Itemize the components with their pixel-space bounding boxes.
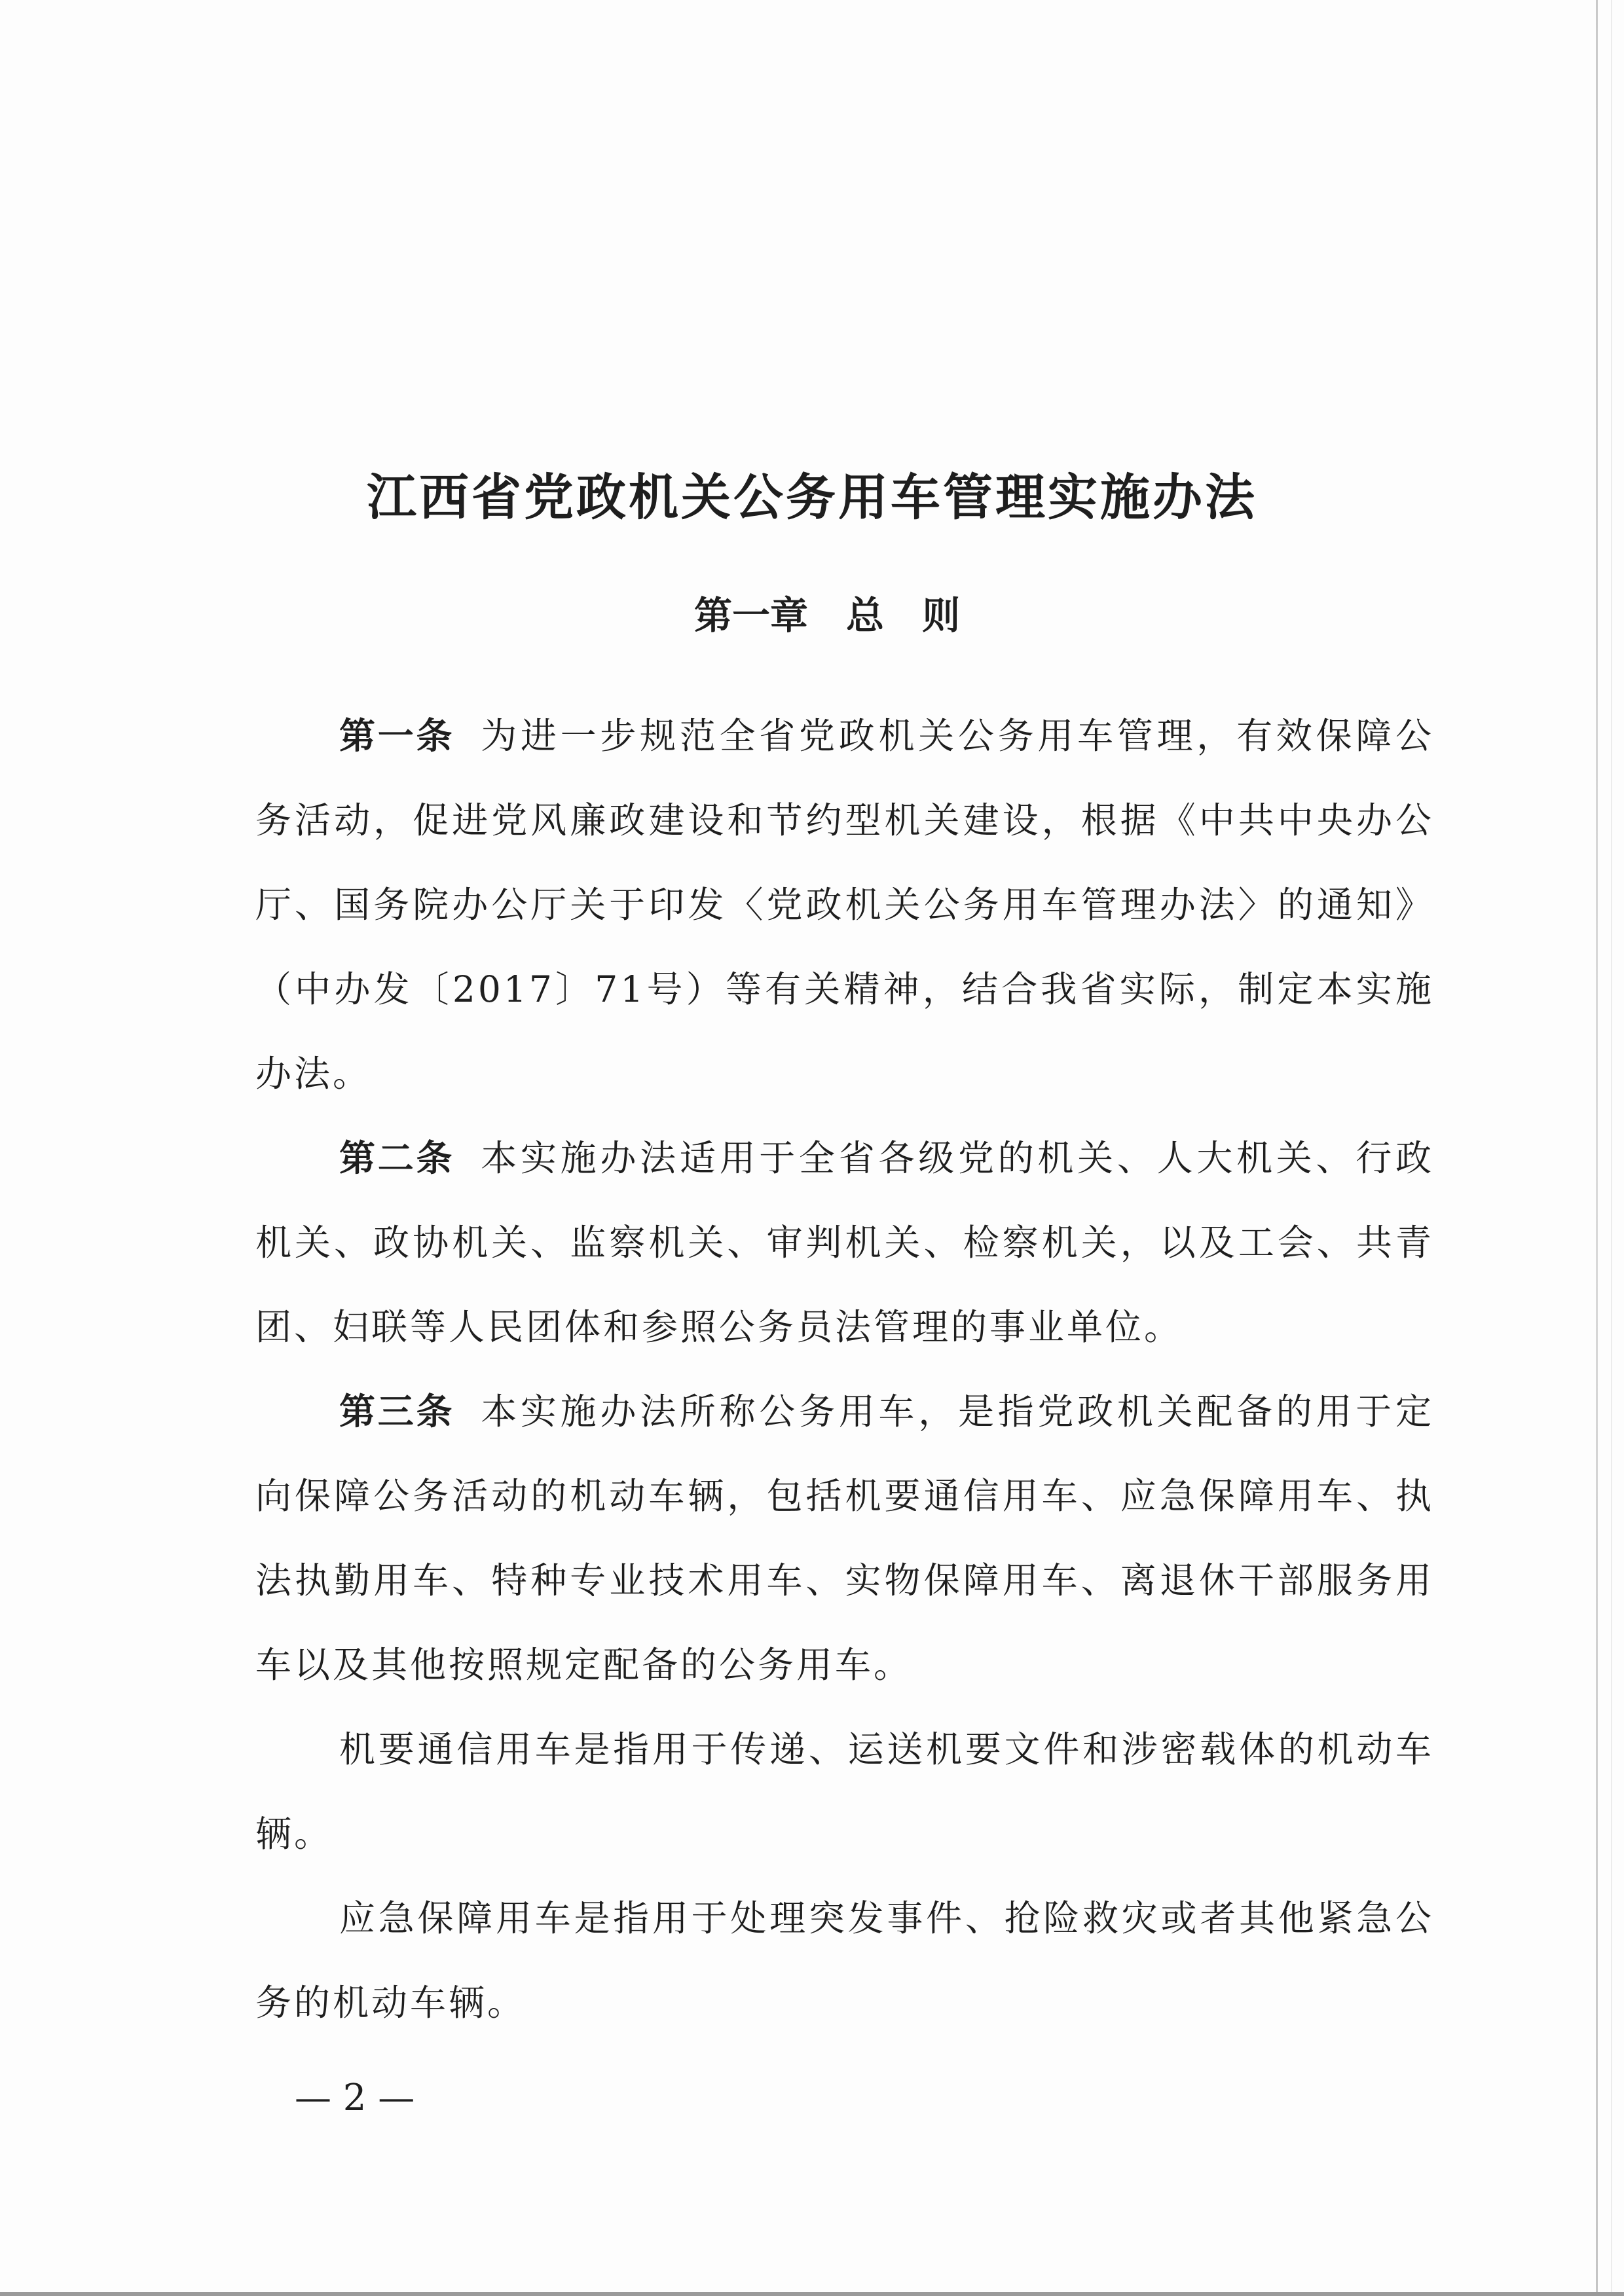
document-body — [255, 694, 1434, 2045]
scan-edge — [1596, 0, 1598, 2296]
definition-1-text: 机要通信用车是指用于传递、运送机要文件和涉密载体的机动车辆。 — [255, 1728, 1434, 1855]
definition-paragraph-2 — [255, 1876, 1434, 2045]
article-2 — [255, 1116, 1434, 1370]
article-1-label: 第一条 — [339, 715, 455, 757]
article-1-text: 为进一步规范全省党政机关公务用车管理，有效保障公务活动，促进党风廉政建设和节约型机关建设，根据《中共中央办公厅、国务院办公厅关于印发〈党政机关公务用车管理办法〉的通知》（中办发〔2017〕71号）等有关精神，结合我省实际，制定本实施办法。 — [255, 715, 1434, 1095]
definition-2-text: 应急保障用车是指用于处理突发事件、抢险救灾或者其他紧急公务的机动车辆。 — [255, 1897, 1434, 2024]
article-1 — [255, 694, 1434, 1116]
article-3-label: 第三条 — [339, 1391, 455, 1432]
article-2-label: 第二条 — [339, 1137, 455, 1179]
article-3-text: 本实施办法所称公务用车，是指党政机关配备的用于定向保障公务活动的机动车辆，包括机要通信用车、应急保障用车、执法执勤用车、特种专业技术用车、实物保障用车、离退休干部服务用车以及其他按照规定配备的公务用车。 — [255, 1391, 1434, 1686]
article-3 — [255, 1370, 1434, 1707]
scan-edge-inner — [1611, 0, 1612, 2296]
definition-paragraph-1 — [255, 1707, 1434, 1876]
document-title: 江西省党政机关公务用车管理实施办法 — [367, 468, 1257, 526]
article-2-text: 本实施办法适用于全省各级党的机关、人大机关、行政机关、政协机关、监察机关、审判机关、检察机关，以及工会、共青团、妇联等人民团体和参照公务员法管理的事业单位。 — [255, 1137, 1434, 1348]
page-number: — 2 — — [295, 2077, 415, 2119]
chapter-heading: 第一章 总 则 — [694, 593, 961, 638]
scan-bottom-edge — [0, 2292, 1624, 2296]
